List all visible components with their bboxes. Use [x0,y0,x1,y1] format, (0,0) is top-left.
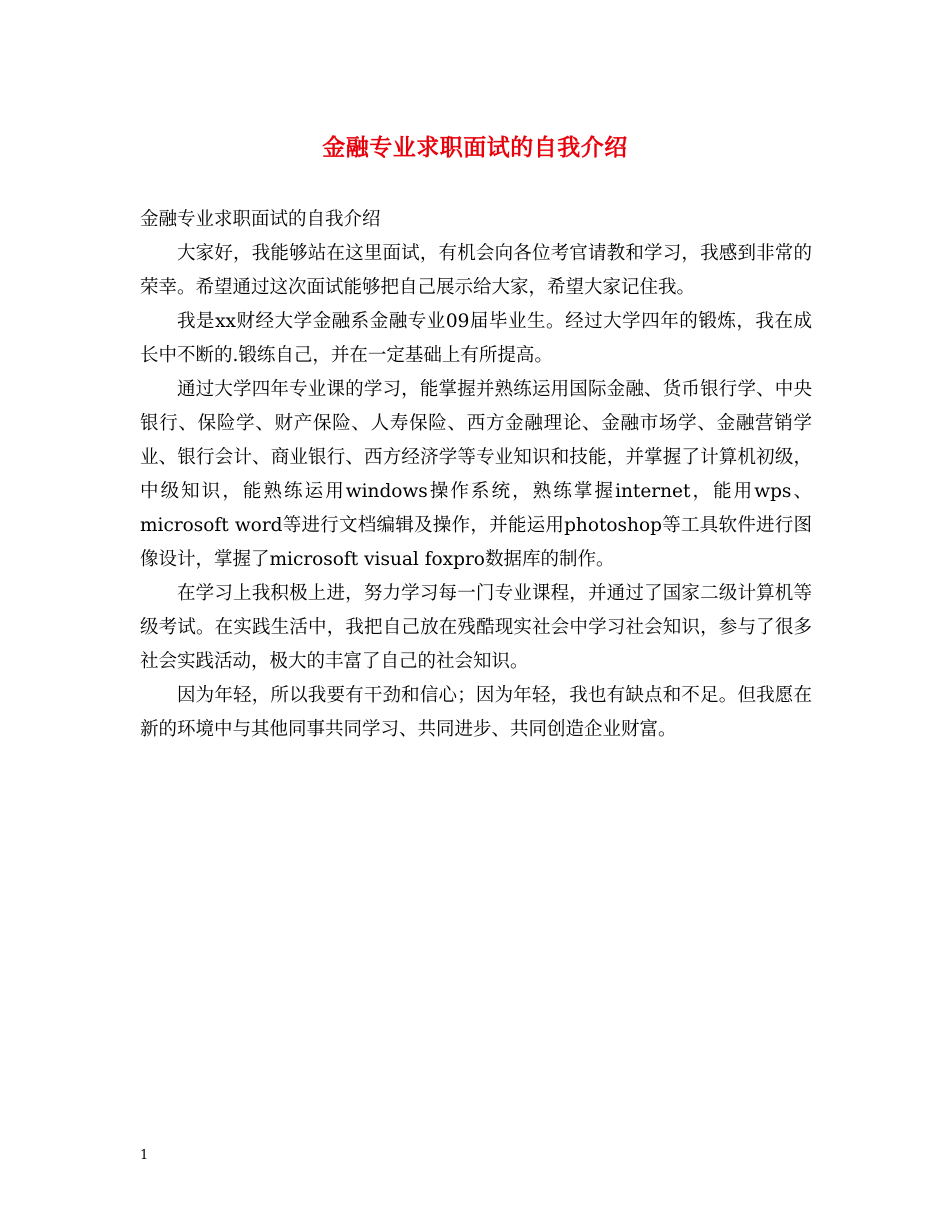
paragraph-background: 我是xx财经大学金融系金融专业09届毕业生。经过大学四年的锻炼，我在成长中不断的.锻练自己，并在一定基础上有所提高。 [140,311,812,366]
page-number: 1 [140,1148,149,1163]
paragraph-greeting: 大家好，我能够站在这里面试，有机会向各位考官请教和学习，我感到非常的荣幸。希望通过这次面试能够把自己展示给大家，希望大家记住我。 [140,243,812,298]
paragraph-study: 在学习上我积极上进，努力学习每一门专业课程，并通过了国家二级计算机等级考试。在实践生活中，我把自己放在残酷现实社会中学习社会知识，参与了很多社会实践活动，极大的丰富了自己的社会知识。 [140,583,812,672]
paragraph-skills: 通过大学四年专业课的学习，能掌握并熟练运用国际金融、货币银行学、中央银行、保险学、财产保险、人寿保险、西方金融理论、金融市场学、金融营销学业、银行会计、商业银行、西方经济学等专业知识和技能，并掌握了计算机初级，中级知识，能熟练运用windows操作系统，熟练掌握internet，能用wps、microsoft word等进行文档编辑及操作，并能运用photoshop等工具软件进行图像设计，掌握了microsoft visual foxpro数据库的制作。 [140,379,812,570]
document-subtitle: 金融专业求职面试的自我介绍 [140,209,381,230]
document-body [140,203,812,747]
document-title: 金融专业求职面试的自我介绍 [322,134,628,161]
paragraph-closing: 因为年轻，所以我要有干劲和信心；因为年轻，我也有缺点和不足。但我愿在新的环境中与其他同事共同学习、共同进步、共同创造企业财富。 [140,685,812,740]
